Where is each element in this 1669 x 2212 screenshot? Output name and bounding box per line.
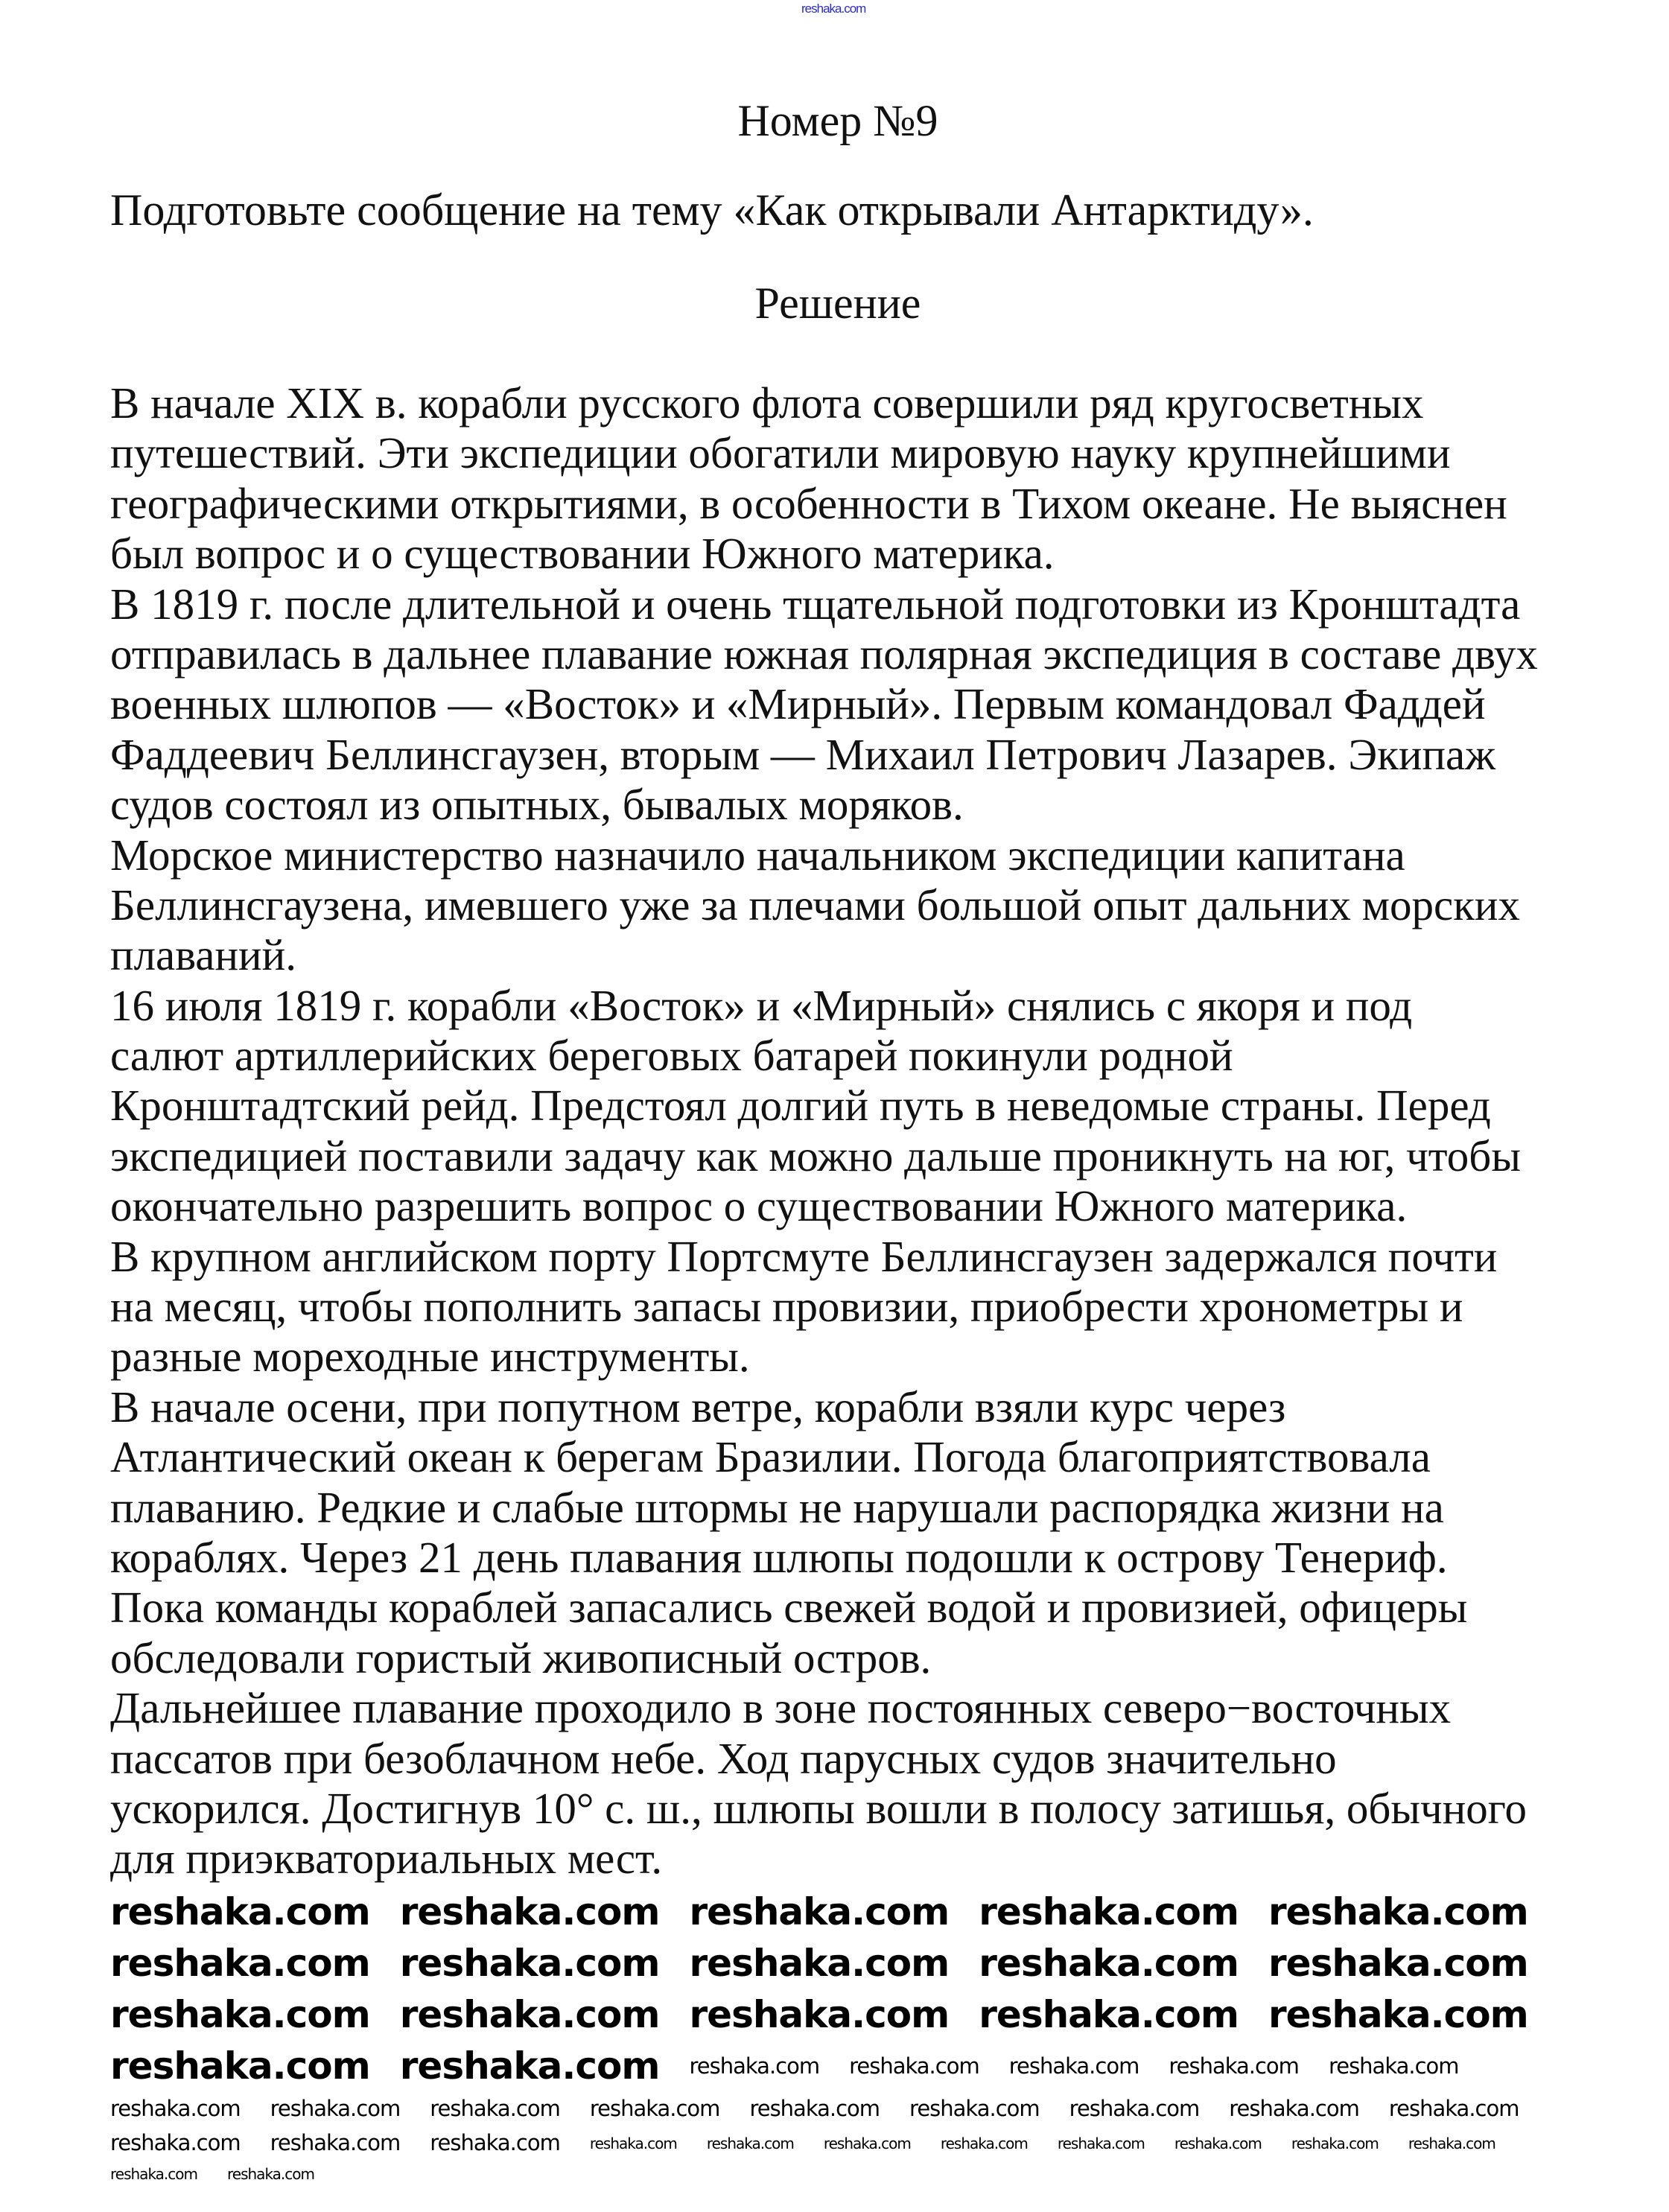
task-text: Подготовьте сообщение на тему «Как открывали Антарктиду». [110,185,1314,235]
watermark: reshaka.com [110,1993,370,2036]
text-line: Беллинсгаузена, имевшего уже за плечами большой опыт дальних морских [110,880,1520,929]
watermark: reshaka.com [689,1993,950,2036]
text-line: путешествий. Эти экспедиции обогатили мировую науку крупнейшими [110,428,1451,478]
text-line: 16 июля 1819 г. корабли «Восток» и «Мирный» снялись с якоря и под [110,980,1413,1030]
watermark: reshaka.com [1268,1942,1528,1985]
watermark: reshaka.com [1057,2134,1145,2152]
text-line: ускорился. Достигнув 10° с. ш., шлюпы вошли в полосу затишья, обычного [110,1783,1527,1833]
text-line: плаванию. Редкие и слабые штормы не нарушали распорядка жизни на [110,1482,1444,1532]
watermark: reshaka.com [399,1942,660,1985]
watermark: reshaka.com [1328,2053,1459,2079]
watermark: reshaka.com [979,1890,1239,1933]
text-line: Пока команды кораблей запасались свежей водой и провизией, офицеры [110,1583,1468,1633]
watermark: reshaka.com [110,2129,241,2155]
watermark: reshaka.com [1008,2053,1139,2079]
text-line: В крупном английском порту Портсмуте Беллинсгаузен задержался почти [110,1231,1498,1281]
text-line: кораблях. Через 21 день плавания шлюпы подошли к острову Тенериф. [110,1532,1448,1582]
watermark: reshaka.com [399,1890,660,1933]
text-line: плаваний. [110,930,296,980]
watermark: reshaka.com [399,2044,660,2088]
text-line: обследовали гористый живописный остров. [110,1633,932,1682]
watermark: reshaka.com [823,2134,911,2152]
watermark: reshaka.com [689,1890,950,1933]
paragraph [110,1232,1538,1382]
text-line: для приэкваториальных мест. [110,1834,663,1884]
text-line: В начале XIX в. корабли русского флота совершили ряд кругосветных [110,378,1424,428]
watermark: reshaka.com [979,1993,1239,2036]
watermark-layer [110,1892,1570,2212]
watermark: reshaka.com [1408,2134,1495,2152]
watermark: reshaka.com [1388,2096,1519,2121]
text-line: салют артиллерийских береговых батарей покинули родной [110,1031,1233,1081]
watermark: reshaka.com [110,2164,197,2183]
text-line: географическими открытиями, в особенности в Тихом океане. Не выяснен [110,478,1507,528]
text-line: отправилась в дальнее плавание южная полярная экспедиция в составе двух [110,629,1538,678]
watermark: reshaka.com [1069,2096,1200,2121]
watermark: reshaka.com [1268,1993,1528,2036]
text-line: Дальнейшее плавание проходило в зоне постоянных северо−восточных [110,1683,1452,1733]
solution-heading: Решение [754,279,921,328]
watermark: reshaka.com [1291,2134,1379,2152]
paragraph [110,1683,1538,1884]
watermark: reshaka.com [399,1993,660,2036]
watermark: reshaka.com [110,2096,241,2121]
watermark: reshaka.com [110,2044,370,2088]
text-line: судов состоял из опытных, бывалых моряков. [110,780,964,830]
watermark: reshaka.com [1268,1890,1528,1933]
watermark: reshaka.com [849,2053,979,2079]
text-line: пассатов при безоблачном небе. Ход парусных судов значительно [110,1733,1337,1783]
watermark: reshaka.com [1174,2134,1262,2152]
watermark: reshaka.com [589,2096,720,2121]
watermark: reshaka.com [749,2096,880,2121]
text-line: окончательно разрешить вопрос о существовании Южного материка. [110,1181,1408,1231]
watermark: reshaka.com [940,2134,1028,2152]
text-line: Атлантический океан к берегам Бразилии. Погода благоприятствовала [110,1432,1431,1482]
watermark: reshaka.com [110,1942,370,1985]
paragraph [110,1382,1538,1683]
top-site-link[interactable]: reshaka.com [801,1,866,16]
text-line: разные мореходные инструменты. [110,1332,750,1382]
watermark: reshaka.com [979,1942,1239,1985]
solution-body [110,378,1538,1884]
paragraph [110,579,1538,830]
watermark: reshaka.com [110,1890,370,1933]
paragraph [110,981,1538,1232]
watermark: reshaka.com [706,2134,794,2152]
text-line: Кронштадтский рейд. Предстоял долгий путь в неведомые страны. Перед [110,1081,1491,1131]
watermark: reshaka.com [1169,2053,1299,2079]
paragraph [110,378,1538,579]
watermark: reshaka.com [689,2053,820,2079]
watermark: reshaka.com [589,2134,677,2152]
watermark: reshaka.com [430,2096,560,2121]
text-line: военных шлюпов — «Восток» и «Мирный». Первым командовал Фаддей [110,679,1486,729]
text-line: Морское министерство назначило начальником экспедиции капитана [110,830,1405,880]
paragraph [110,830,1538,981]
page-title: Номер №9 [737,96,938,145]
watermark: reshaka.com [909,2096,1040,2121]
watermark: reshaka.com [430,2129,560,2155]
watermark: reshaka.com [689,1942,950,1985]
text-line: Фаддеевич Беллинсгаузен, вторым — Михаил Петрович Лазарев. Экипаж [110,729,1495,779]
text-line: на месяц, чтобы пополнить запасы провизии, приобрести хронометры и [110,1282,1463,1332]
watermark: reshaka.com [270,2129,401,2155]
watermark: reshaka.com [270,2096,401,2121]
text-line: В начале осени, при попутном ветре, корабли взяли курс через [110,1382,1286,1431]
watermark: reshaka.com [1229,2096,1359,2121]
watermark: reshaka.com [227,2164,314,2183]
text-line: был вопрос и о существовании Южного материка. [110,529,1055,579]
text-line: экспедицией поставили задачу как можно дальше проникнуть на юг, чтобы [110,1131,1521,1180]
text-line: В 1819 г. после длительной и очень тщательной подготовки из Кронштадта [110,579,1521,629]
